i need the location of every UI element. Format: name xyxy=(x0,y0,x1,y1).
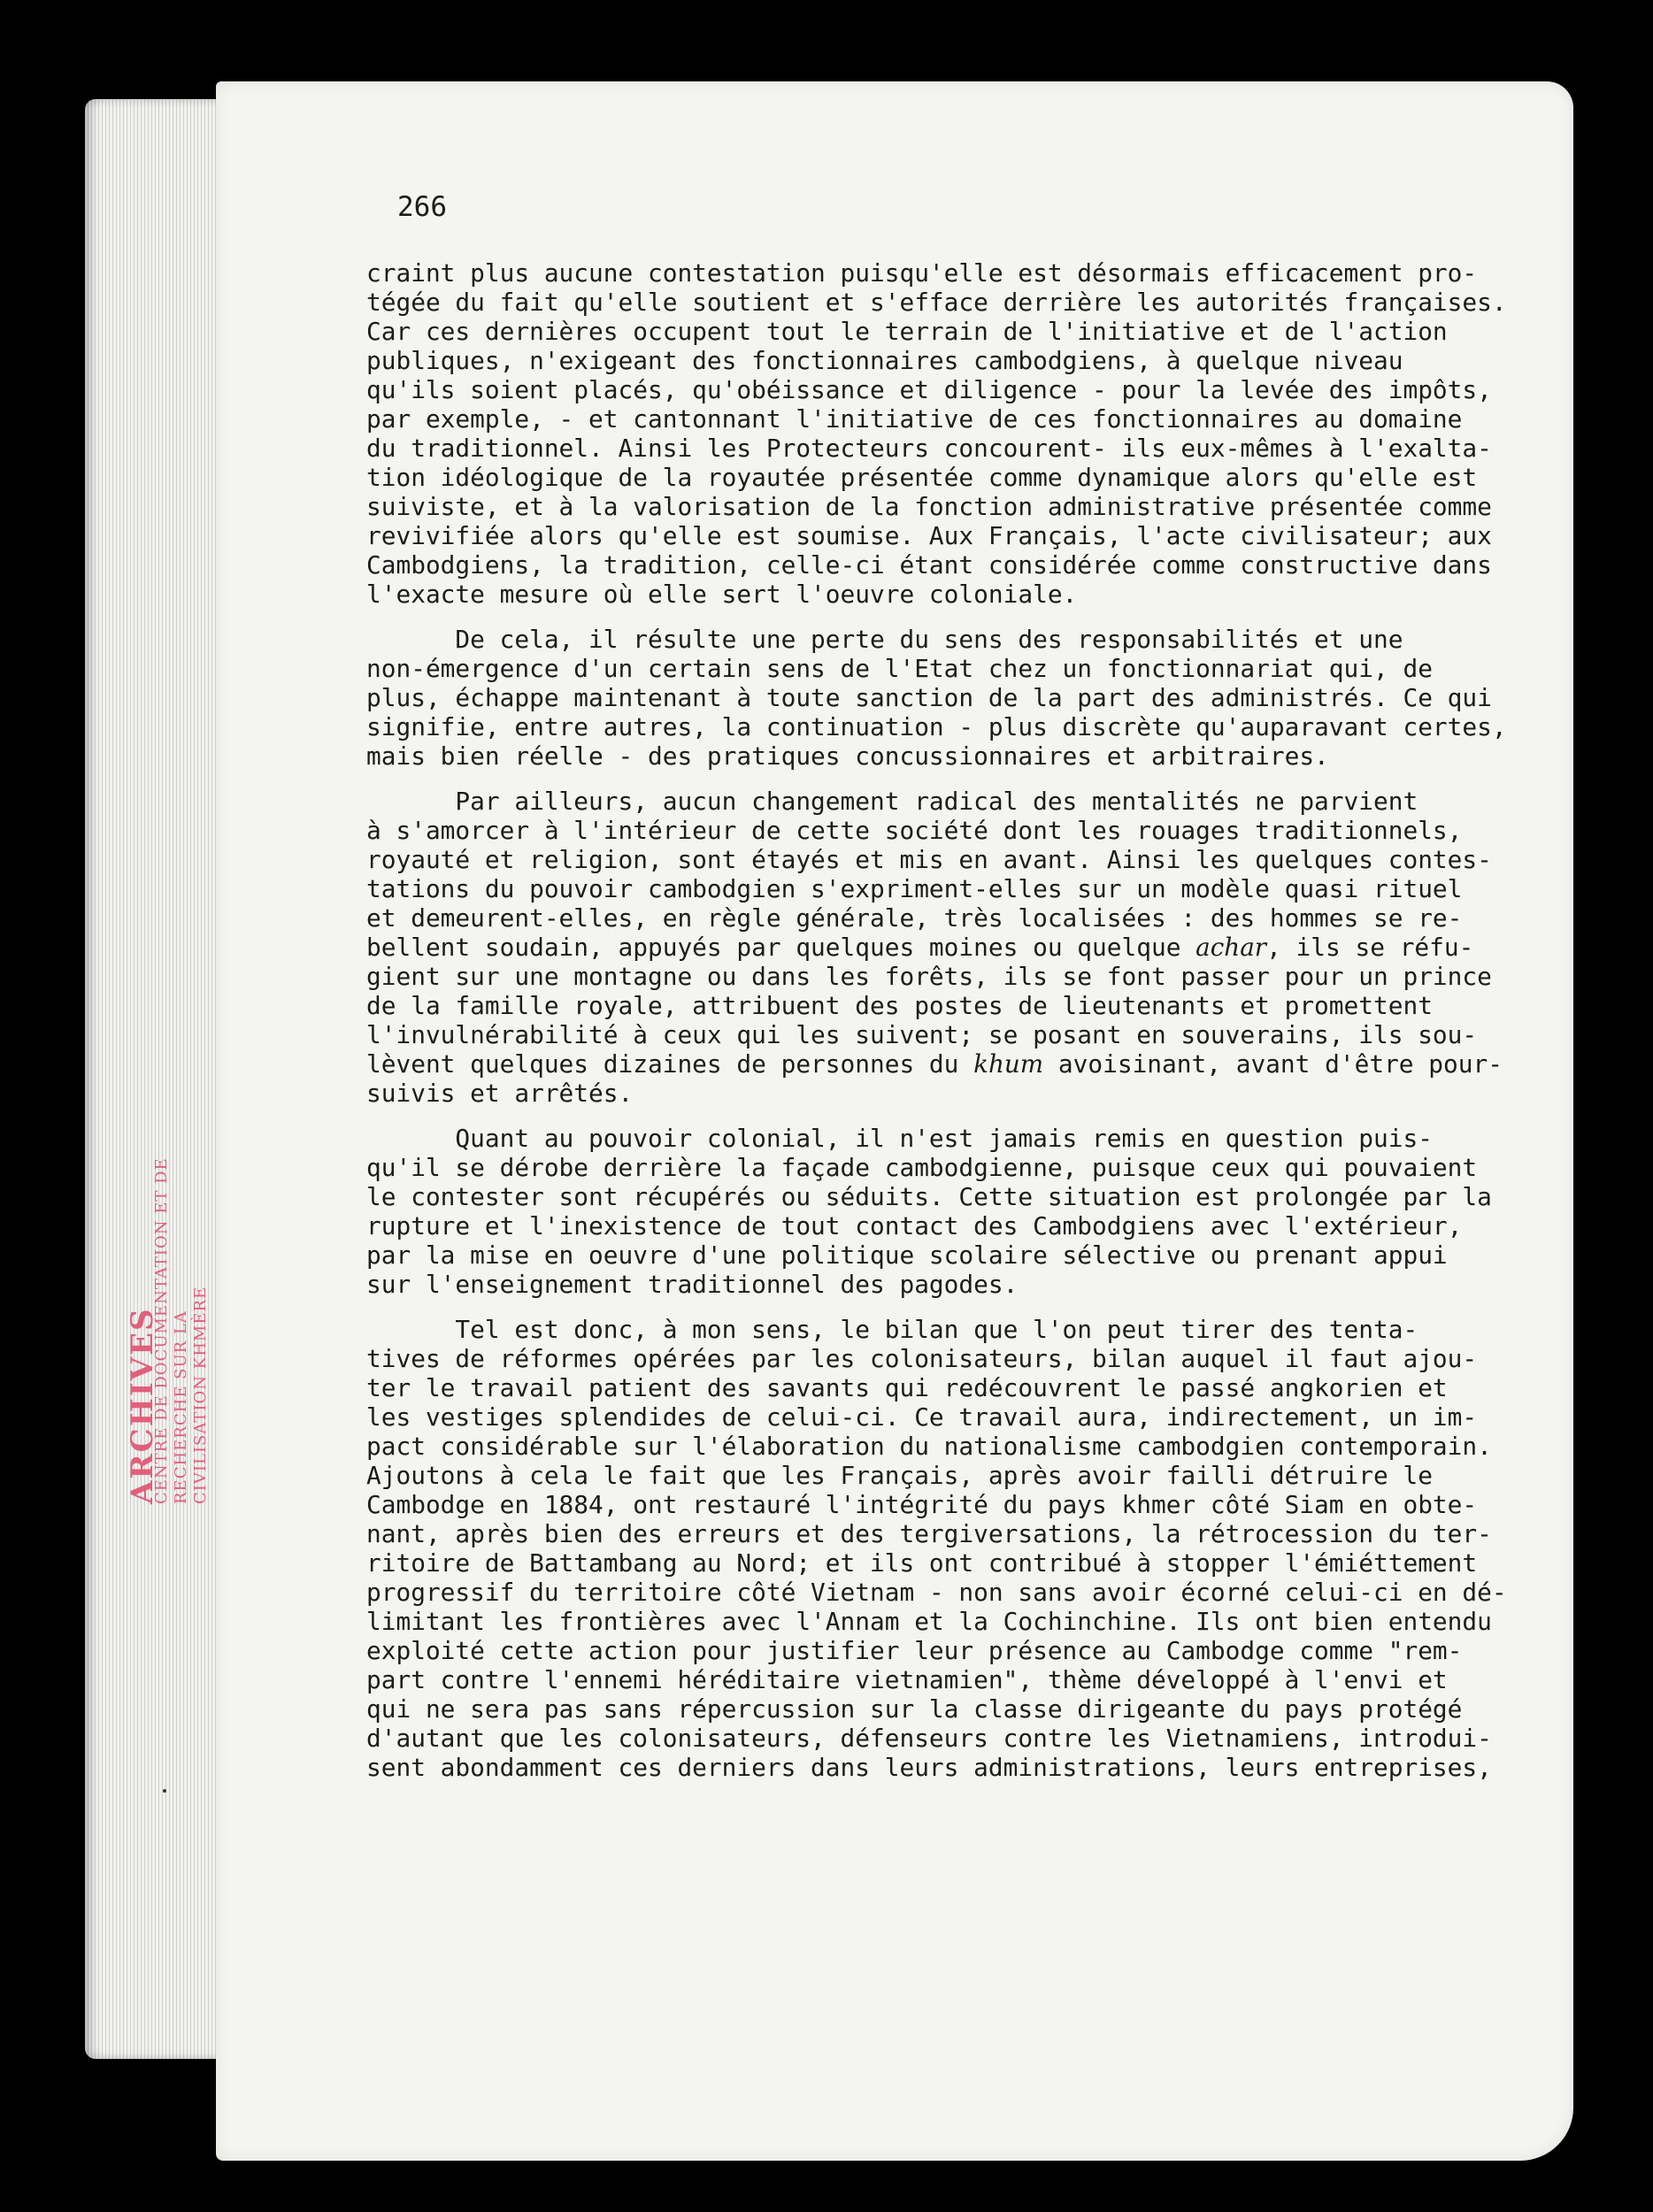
text-line: à s'amorcer à l'intérieur de cette société dont les rouages traditionnels, xyxy=(366,816,1463,845)
text-line: pact considérable sur l'élaboration du nationalisme cambodgien contemporain. xyxy=(366,1432,1492,1461)
text-line: l'exacte mesure où elle sert l'oeuvre coloniale. xyxy=(366,580,1078,609)
library-stamp xyxy=(125,956,210,1504)
text-line: sur l'enseignement traditionnel des pagodes. xyxy=(366,1270,1019,1299)
text-line: nant, après bien des erreurs et des tergiversations, la rétrocession du ter- xyxy=(366,1519,1492,1548)
text-line: craint plus aucune contestation puisqu'elle est désormais efficacement pro- xyxy=(366,258,1478,288)
paragraph xyxy=(366,1124,1492,1299)
text-line: sent abondamment ces derniers dans leurs administrations, leurs entreprises, xyxy=(366,1753,1492,1782)
text-line: tations du pouvoir cambodgien s'expriment-elles sur un modèle quasi rituel xyxy=(366,874,1463,903)
text-line: royauté et religion, sont étayés et mis en avant. Ainsi les quelques contes- xyxy=(366,845,1492,874)
book-page xyxy=(216,81,1573,2161)
text-line: plus, échappe maintenant à toute sanction de la part des administrés. Ce qui xyxy=(366,683,1492,712)
text-line: limitant les frontières avec l'Annam et la Cochinchine. Ils ont bien entendu xyxy=(366,1607,1492,1636)
text-line: exploité cette action pour justifier leur présence au Cambodge comme "rem- xyxy=(366,1636,1463,1665)
stamp-line: CENTRE DE DOCUMENTATION ET DE xyxy=(152,1157,171,1504)
italic-term: achar xyxy=(1196,933,1267,962)
text-line: De cela, il résulte une perte du sens des responsabilités et une xyxy=(366,625,1403,654)
text-line: ritoire de Battambang au Nord; et ils ont contribué à stopper l'émiéttement xyxy=(366,1548,1478,1578)
text-line: tives de réformes opérées par les colonisateurs, bilan auquel il faut ajou- xyxy=(366,1344,1478,1373)
text-line: publiques, n'exigeant des fonctionnaires cambodgiens, à quelque niveau xyxy=(366,346,1403,375)
italic-term: khum xyxy=(973,1049,1044,1079)
text-line: qui ne sera pas sans répercussion sur la classe dirigeante du pays protégé xyxy=(366,1694,1463,1724)
text-line: Tel est donc, à mon sens, le bilan que l'on peut tirer des tenta- xyxy=(366,1315,1419,1344)
page-number: 266 xyxy=(397,191,447,223)
text-line: de la famille royale, attribuent des postes de lieutenants et promettent xyxy=(366,991,1433,1020)
text-line: tégée du fait qu'elle soutient et s'efface derrière les autorités françaises. xyxy=(366,288,1507,317)
paragraph xyxy=(366,787,1503,1108)
text-line: gient sur une montagne ou dans les forêts, ils se font passer pour un prince xyxy=(366,962,1492,991)
text-line: par exemple, - et cantonnant l'initiative de ces fonctionnaires au domaine xyxy=(366,404,1463,434)
text-line: rupture et l'inexistence de tout contact des Cambodgiens avec l'extérieur, xyxy=(366,1211,1463,1240)
text-line: bellent soudain, appuyés par quelques moines ou quelque achar, ils se réfu- xyxy=(366,933,1474,962)
text-line: et demeurent-elles, en règle générale, très localisées : des hommes se re- xyxy=(366,903,1463,933)
text-line: par la mise en oeuvre d'une politique scolaire sélective ou prenant appui xyxy=(366,1240,1448,1270)
text-line: l'invulnérabilité à ceux qui les suivent; se posant en souverains, ils sou- xyxy=(366,1020,1478,1049)
text-line: part contre l'ennemi héréditaire vietnamien", thème développé à l'envi et xyxy=(366,1665,1448,1694)
text-line: Ajoutons à cela le fait que les Français, après avoir failli détruire le xyxy=(366,1461,1433,1490)
text-line: signifie, entre autres, la continuation - plus discrète qu'auparavant certes, xyxy=(366,712,1507,741)
text-line: non-émergence d'un certain sens de l'Etat chez un fonctionnariat qui, de xyxy=(366,654,1433,683)
stamp-title: ARCHIVES xyxy=(125,1307,160,1504)
speck xyxy=(163,1789,166,1793)
text-line: du traditionnel. Ainsi les Protecteurs concourent- ils eux-mêmes à l'exalta- xyxy=(366,434,1492,463)
text-line: Quant au pouvoir colonial, il n'est jamais remis en question puis- xyxy=(366,1124,1433,1153)
body-text xyxy=(366,258,1507,1798)
stamp-line: CIVILISATION KHMÈRE xyxy=(191,1286,210,1504)
text-line: les vestiges splendides de celui-ci. Ce travail aura, indirectement, un im- xyxy=(366,1402,1478,1432)
paragraph xyxy=(366,258,1507,609)
text-line: Cambodgiens, la tradition, celle-ci étant considérée comme constructive dans xyxy=(366,550,1492,580)
text-line: ter le travail patient des savants qui redécouvrent le passé angkorien et xyxy=(366,1373,1448,1402)
text-line: tion idéologique de la royautée présentée comme dynamique alors qu'elle est xyxy=(366,463,1478,492)
text-line: le contester sont récupérés ou séduits. Cette situation est prolongée par la xyxy=(366,1182,1492,1211)
text-line: qu'ils soient placés, qu'obéissance et diligence - pour la levée des impôts, xyxy=(366,375,1492,404)
text-line: revivifiée alors qu'elle est soumise. Aux Français, l'acte civilisateur; aux xyxy=(366,521,1492,550)
text-line: suiviste, et à la valorisation de la fonction administrative présentée comme xyxy=(366,492,1492,521)
text-line: suivis et arrêtés. xyxy=(366,1079,634,1108)
stamp-line: RECHERCHE SUR LA xyxy=(172,1310,190,1504)
text-line: Par ailleurs, aucun changement radical des mentalités ne parvient xyxy=(366,787,1419,816)
text-line: lèvent quelques dizaines de personnes du khum avoisinant, avant d'être pour- xyxy=(366,1049,1503,1079)
text-line: progressif du territoire côté Vietnam - non sans avoir écorné celui-ci en dé- xyxy=(366,1578,1507,1607)
text-line: mais bien réelle - des pratiques concussionnaires et arbitraires. xyxy=(366,741,1329,771)
paragraph xyxy=(366,625,1507,771)
text-line: Cambodge en 1884, ont restauré l'intégrité du pays khmer côté Siam en obte- xyxy=(366,1490,1478,1519)
text-line: qu'il se dérobe derrière la façade cambodgienne, puisque ceux qui pouvaient xyxy=(366,1153,1478,1182)
paragraph xyxy=(366,1315,1507,1782)
text-line: d'autant que les colonisateurs, défenseurs contre les Vietnamiens, introdui- xyxy=(366,1724,1492,1753)
text-line: Car ces dernières occupent tout le terrain de l'initiative et de l'action xyxy=(366,317,1448,346)
